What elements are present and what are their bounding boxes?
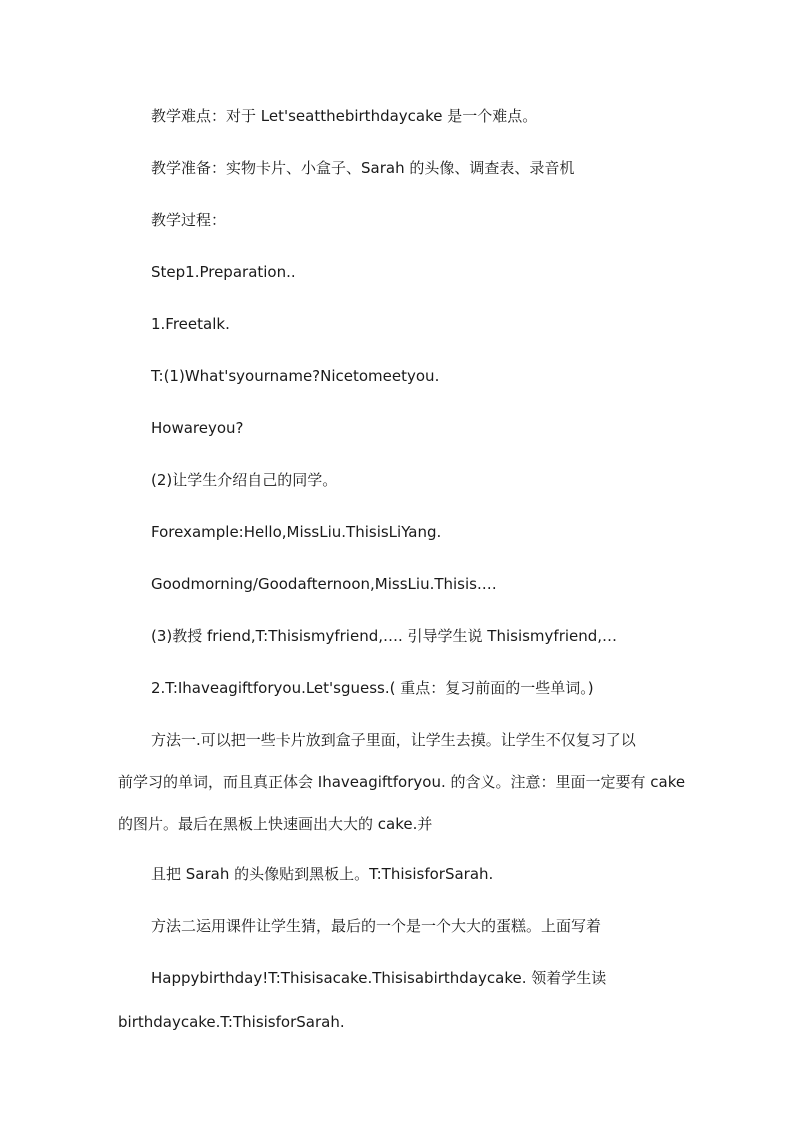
paragraph-freetalk: 1.Freetalk. xyxy=(151,315,230,333)
paragraph-method-two-line-3: birthdaycake.T:ThisisforSarah. xyxy=(118,1013,345,1031)
paragraph-dialogue-1: T:(1)What'syourname?Nicetomeetyou. xyxy=(151,367,440,385)
paragraph-teach-friend: (3)教授 friend,T:Thisismyfriend,…. 引导学生说 Thisismyfriend,… xyxy=(151,627,618,645)
paragraph-example-2: Goodmorning/Goodafternoon,MissLiu.Thisis.… xyxy=(151,575,497,593)
paragraph-method-one-line-1: 方法一.可以把一些卡片放到盒子里面，让学生去摸。让学生不仅复习了以 xyxy=(151,731,636,749)
paragraph-method-one-line-2: 前学习的单词，而且真正体会 Ihaveagiftforyou. 的含义。注意：里面一定要有 cake xyxy=(118,773,686,791)
paragraph-method-two-line-1: 方法二运用课件让学生猜，最后的一个是一个大大的蛋糕。上面写着 xyxy=(151,917,602,935)
paragraph-teaching-difficulty: 教学难点：对于 Let'seatthebirthdaycake 是一个难点。 xyxy=(151,107,538,125)
paragraph-guess-gift: 2.T:Ihaveagiftforyou.Let'sguess.( 重点：复习前面的一些单词。) xyxy=(151,679,594,697)
paragraph-example-1: Forexample:Hello,MissLiu.ThisisLiYang. xyxy=(151,523,442,541)
paragraph-dialogue-2: Howareyou? xyxy=(151,419,244,437)
paragraph-method-two-line-2: Happybirthday!T:Thisisacake.Thisisabirthdaycake. 领着学生读 xyxy=(151,969,607,987)
paragraph-method-one-line-3: 的图片。最后在黑板上快速画出大大的 cake.并 xyxy=(118,815,433,833)
paragraph-step1: Step1.Preparation.. xyxy=(151,263,296,281)
paragraph-method-one-line-4: 且把 Sarah 的头像贴到黑板上。T:ThisisforSarah. xyxy=(151,865,494,883)
paragraph-teaching-process: 教学过程： xyxy=(151,211,227,229)
paragraph-introduce-classmate: (2)让学生介绍自己的同学。 xyxy=(151,471,338,489)
paragraph-teaching-preparation: 教学准备：实物卡片、小盒子、Sarah 的头像、调查表、录音机 xyxy=(151,159,575,177)
